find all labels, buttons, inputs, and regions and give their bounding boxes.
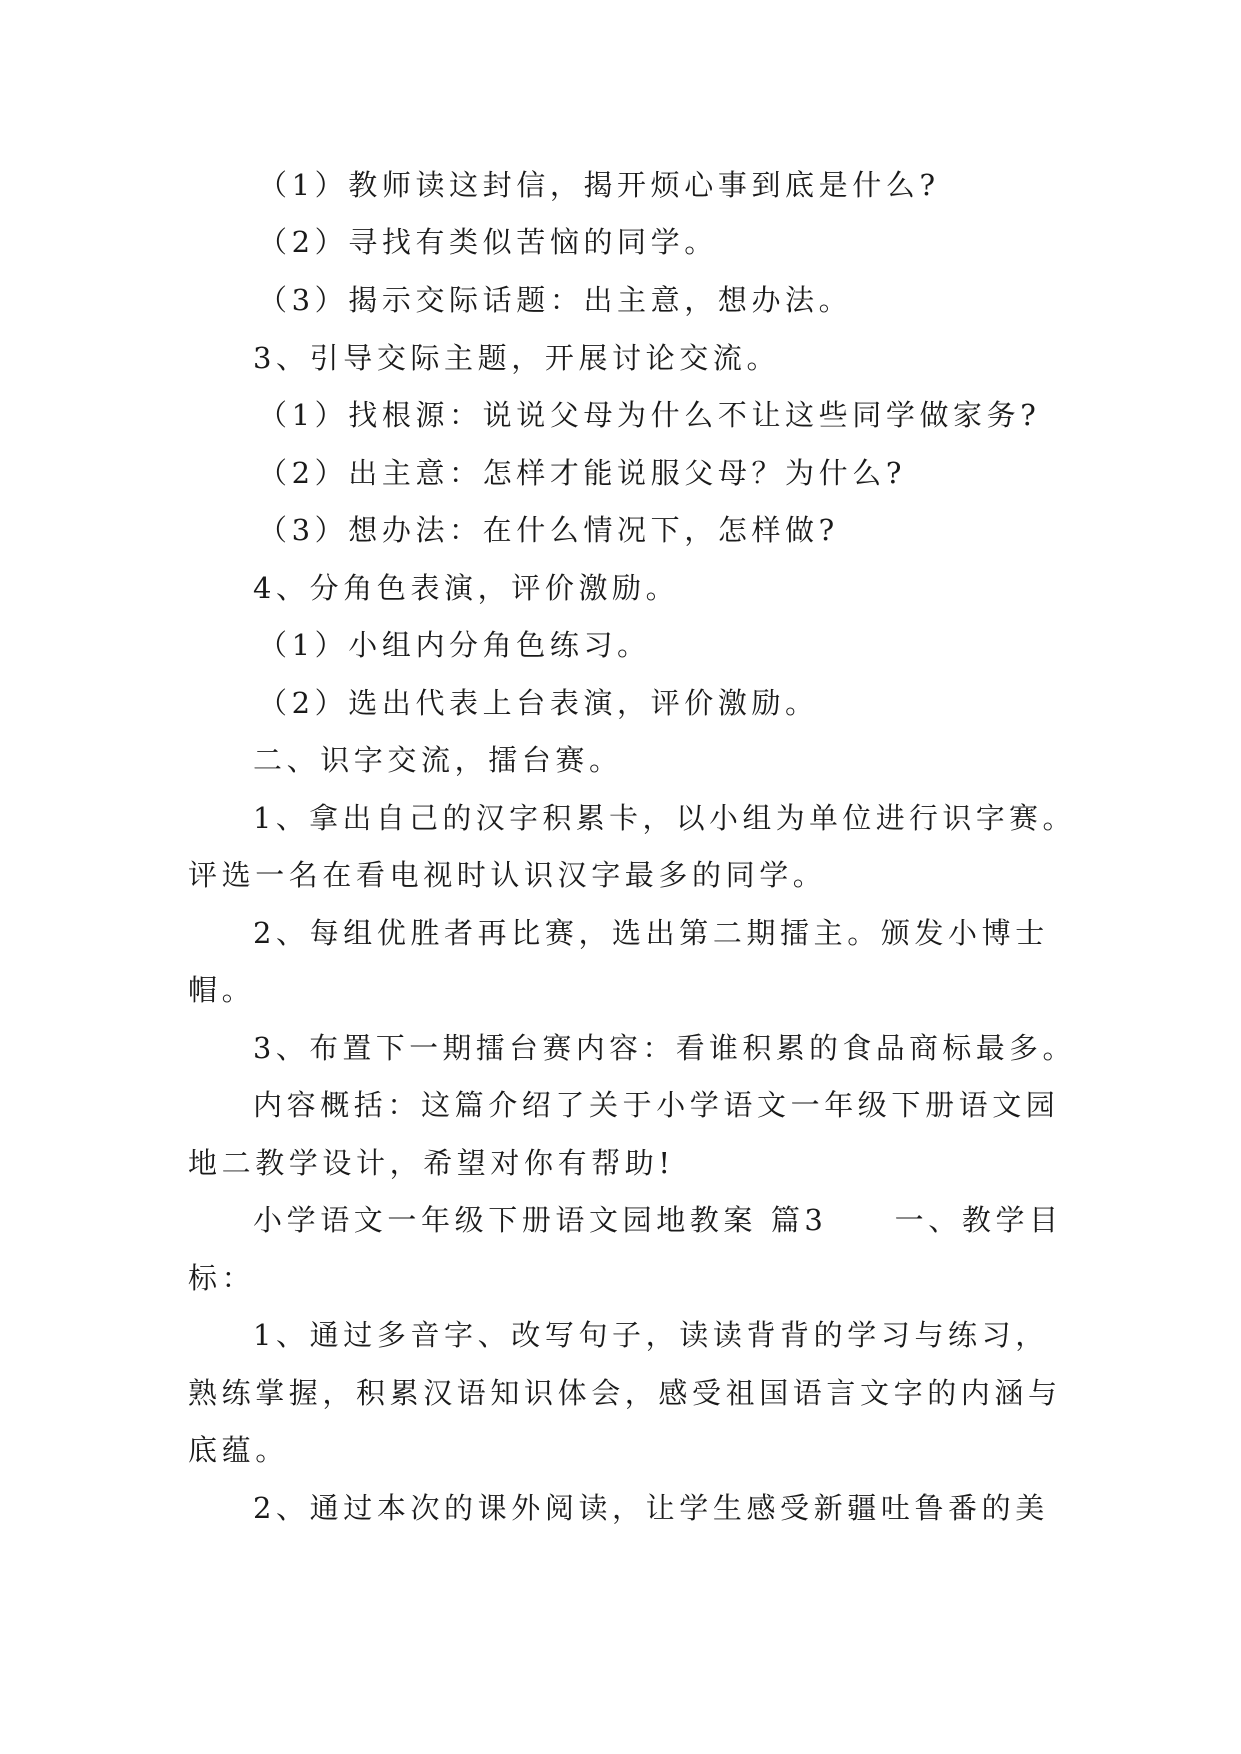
text-line: （2）寻找有类似苦恼的同学。 (258, 225, 718, 259)
text-line: （3）想办法：在什么情况下，怎样做? (258, 513, 839, 547)
text-line: 小学语文一年级下册语文园地教案 篇3 一、教学目 (253, 1203, 1063, 1237)
text-line: （2）出主意：怎样才能说服父母？为什么? (258, 456, 906, 490)
text-line: 2、每组优胜者再比赛，选出第二期擂主。颁发小博士 (253, 916, 1049, 950)
text-line: （3）揭示交际话题：出主意，想办法。 (258, 283, 853, 317)
text-line: （2）选出代表上台表演，评价激励。 (258, 686, 819, 720)
text-line: 评选一名在看电视时认识汉字最多的同学。 (188, 858, 827, 892)
text-line: （1）教师读这封信，揭开烦心事到底是什么? (258, 168, 940, 202)
text-line: 3、布置下一期擂台赛内容：看谁积累的食品商标最多。 (253, 1031, 1076, 1065)
text-line: 1、通过多音字、改写句子，读读背背的学习与练习， (253, 1318, 1049, 1352)
text-line: 地二教学设计，希望对你有帮助! (188, 1146, 675, 1180)
text-line: 帽。 (188, 973, 256, 1007)
text-line: （1）找根源：说说父母为什么不让这些同学做家务? (258, 398, 1041, 432)
text-line: 4、分角色表演，评价激励。 (253, 571, 680, 605)
text-line: 3、引导交际主题，开展讨论交流。 (253, 341, 781, 375)
text-line: 标： (188, 1261, 256, 1295)
text-line: 二、识字交流，擂台赛。 (253, 743, 623, 777)
text-line: （1）小组内分角色练习。 (258, 628, 651, 662)
text-line: 1、拿出自己的汉字积累卡，以小组为单位进行识字赛。 (253, 801, 1076, 835)
text-line: 底蕴。 (188, 1433, 289, 1467)
text-line: 熟练掌握，积累汉语知识体会，感受祖国语言文字的内涵与 (188, 1376, 1062, 1410)
text-line: 内容概括：这篇介绍了关于小学语文一年级下册语文园 (253, 1088, 1060, 1122)
text-line: 2、通过本次的课外阅读，让学生感受新疆吐鲁番的美 (253, 1491, 1049, 1525)
